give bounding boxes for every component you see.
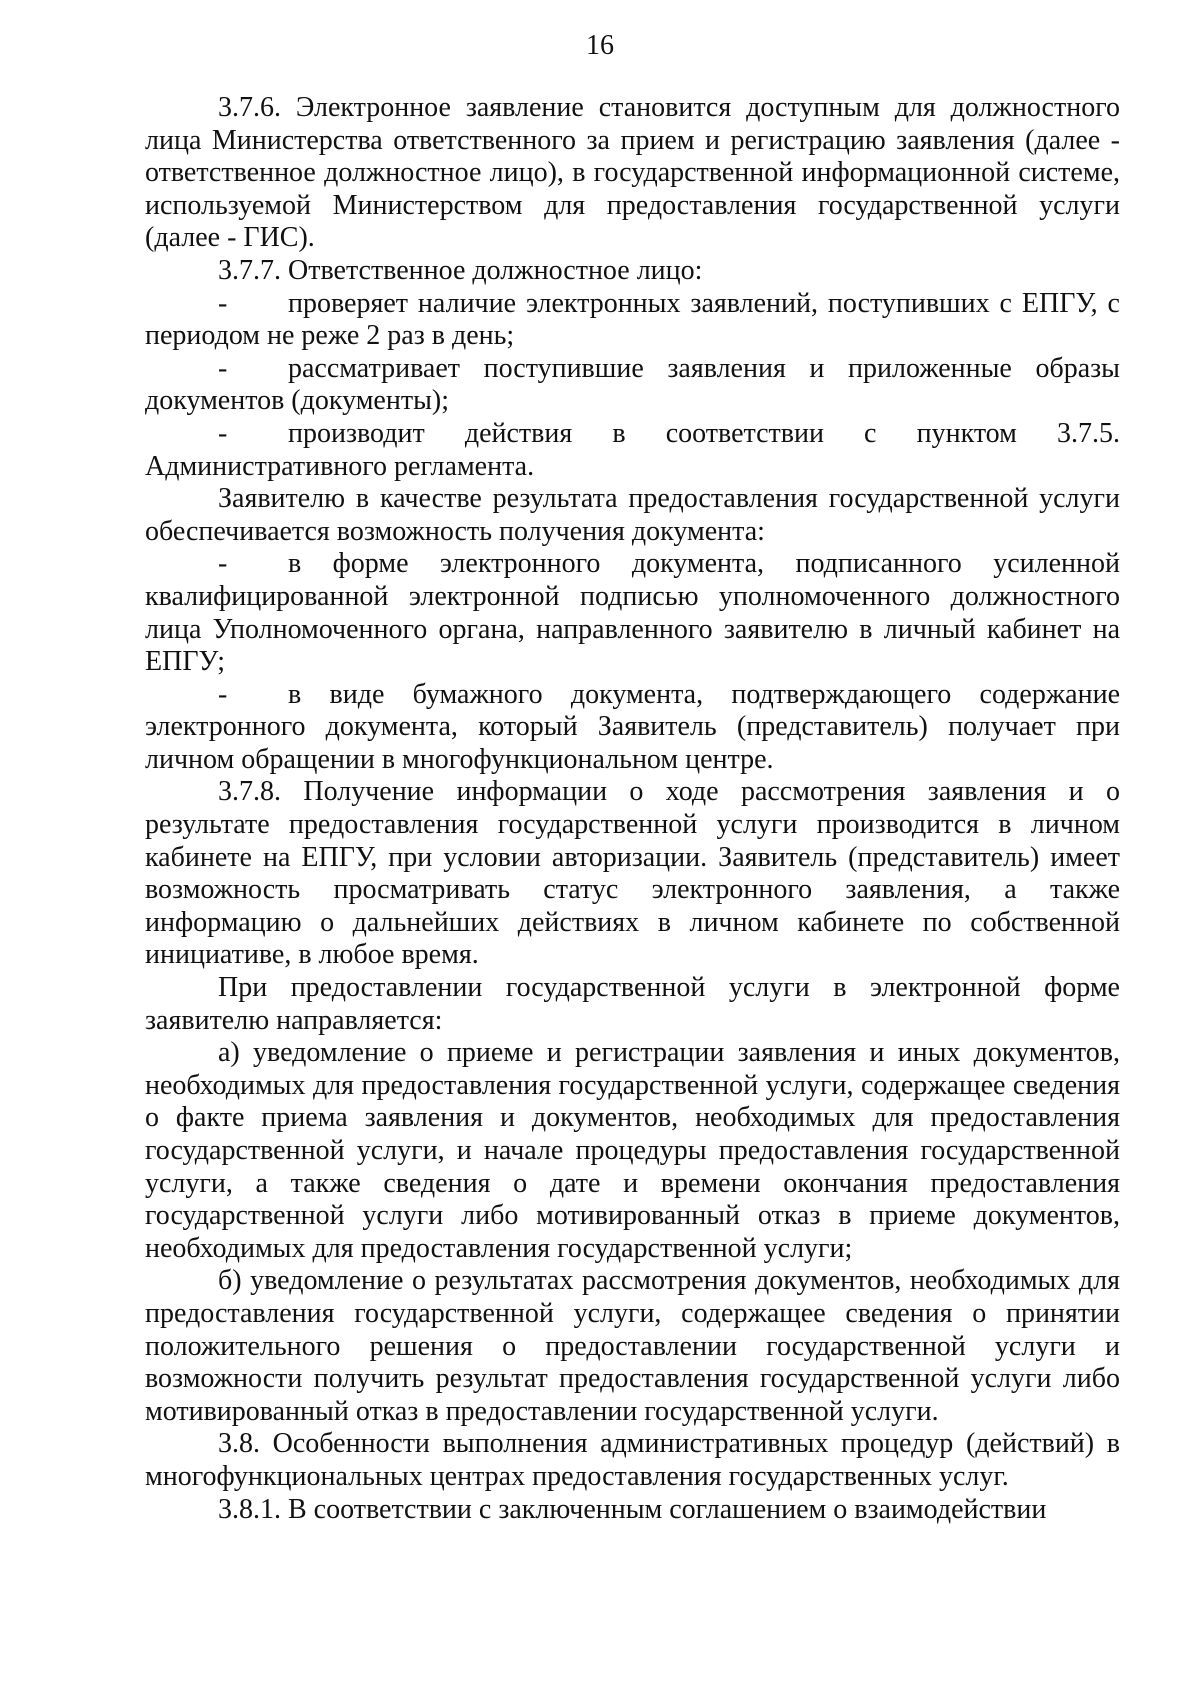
list-dash-marker: - xyxy=(218,678,228,710)
paragraph: б) уведомление о результатах рассмотрения документов, необходимых для предоставления государственной услуги, содержащее сведения о принятии положительного решения о предоставлении государственной услуги и возможности получить результат предоставления государственной услуги либо мотивированный отказ в предоставлении государственной услуги. xyxy=(145,1265,1120,1427)
list-item-text: в форме электронного документа, подписанного усиленной квалифицированной электронной подписью уполномоченного должностного лица Уполномоченного органа, направленного заявителю в личный кабинет на ЕПГУ; xyxy=(145,548,1120,678)
paragraph: 3.7.6. Электронное заявление становится доступным для должностного лица Министерства ответственного за прием и регистрацию заявления (далее - ответственное должностное лицо), в государственной информационной системе, используемой Министерством для предоставления государственной услуги (далее - ГИС). xyxy=(145,92,1120,254)
paragraph: При предоставлении государственной услуги в электронной форме заявителю направляется: xyxy=(145,972,1120,1036)
paragraph: 3.8.1. В соответствии с заключенным соглашением о взаимодействии xyxy=(218,1493,1047,1525)
list-item-text: проверяет наличие электронных заявлений, поступивших с ЕПГУ, с периодом не реже 2 раз в день; xyxy=(145,287,1120,352)
list-item xyxy=(145,353,1120,418)
paragraph: Заявителю в качестве результата предоставления государственной услуги обеспечивается возможность получения документа: xyxy=(145,483,1120,547)
list-dash-marker: - xyxy=(218,548,228,580)
document-body xyxy=(145,92,1120,1526)
list-dash-marker: - xyxy=(218,417,228,449)
paragraph: а) уведомление о приеме и регистрации заявления и иных документов, необходимых для предоставления государственной услуги, содержащее сведения о факте приема заявления и документов, необходимых для предоставления государственной услуги, и начале процедуры предоставления государственной услуги, а также сведения о дате и времени окончания предоставления государственной услуги либо мотивированный отказ в приеме документов, необходимых для предоставления государственной услуги; xyxy=(145,1037,1120,1264)
list-dash-marker: - xyxy=(218,352,228,384)
list-dash-marker: - xyxy=(218,287,228,319)
paragraph: 3.7.7. Ответственное должностное лицо: xyxy=(218,254,703,286)
list-item xyxy=(145,679,1120,777)
paragraph: 3.7.8. Получение информации о ходе рассмотрения заявления и о результате предоставления государственной услуги производится в личном кабинете на ЕПГУ, при условии авторизации. Заявитель (представитель) имеет возможность просматривать статус электронного заявления, а также информацию о дальнейших действиях в личном кабинете по собственной инициативе, в любое время. xyxy=(145,776,1120,971)
list-item xyxy=(145,418,1120,483)
list-item xyxy=(145,548,1120,678)
list-item-text: в виде бумажного документа, подтверждающего содержание электронного документа, который Заявитель (представитель) получает при личном обращении в многофункциональном центре. xyxy=(145,678,1120,775)
list-item-text: производит действия в соответствии с пунктом 3.7.5. Административного регламента. xyxy=(145,417,1120,482)
list-item xyxy=(145,288,1120,353)
list-item-text: рассматривает поступившие заявления и приложенные образы документов (документы); xyxy=(145,352,1120,417)
page-number: 16 xyxy=(586,30,614,61)
paragraph: 3.8. Особенности выполнения административных процедур (действий) в многофункциональных центрах предоставления государственных услуг. xyxy=(145,1428,1120,1492)
